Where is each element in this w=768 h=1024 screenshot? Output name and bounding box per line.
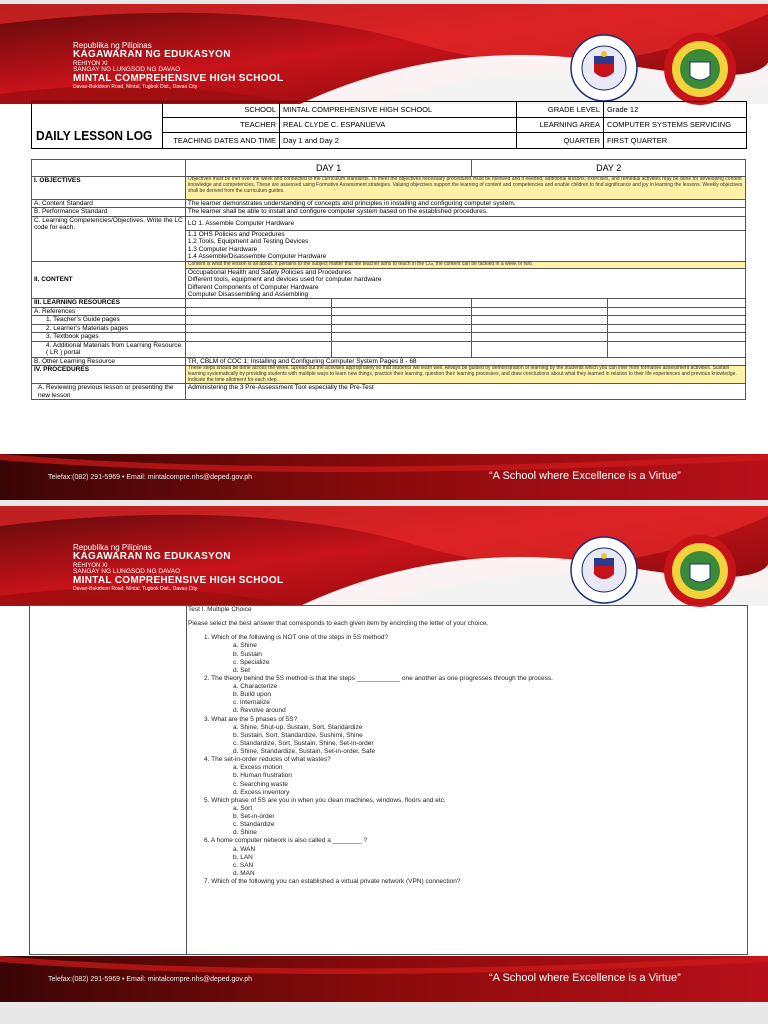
- question: 7. Which of the following you can established a virtual private network (VPN) connection?: [204, 878, 461, 885]
- region-text: REHIYON XI: [73, 562, 108, 569]
- pre-test: [188, 606, 728, 886]
- content-label: II. CONTENT: [32, 261, 186, 299]
- republic-text: Republika ng Pilipinas: [73, 41, 152, 50]
- quarter-value: FIRST QUARTER: [604, 133, 747, 149]
- choice: b. Sustain, Sort, Standardize, Sushimi, Shine: [233, 731, 363, 739]
- review-label: A. Reviewing previous lesson or presenting the new lesson: [32, 384, 186, 400]
- republic-text: Republika ng Pilipinas: [73, 543, 152, 552]
- question: 2. The theory behind the 5S method is that the steps ____________ one another as one progresses through the process.: [204, 674, 553, 682]
- content-item: Computer Disassembling and Assembling: [187, 290, 309, 298]
- procedures-label: IV. PROCEDURES: [32, 366, 186, 384]
- references-label: A. References: [32, 307, 186, 315]
- competency-items: [185, 230, 745, 261]
- choice: c. Standardize, Sort, Sustain, Shine, Set-in-order: [233, 739, 374, 747]
- dates-value: Day 1 and Day 2: [280, 133, 517, 149]
- choice: b. Human frustration: [233, 772, 292, 780]
- teacher-value: REAL CLYDE C. ESPANUEVA: [280, 117, 517, 133]
- school-seal-icon: [663, 32, 737, 106]
- choice: d. Shine, Standardize, Sustain, Set-in-order, Safe: [233, 748, 376, 755]
- quarter-label: QUARTER: [517, 133, 604, 149]
- learning-area-value: COMPUTER SYSTEMS SERVICING: [604, 117, 747, 133]
- question: 4. The set-in-order reduces of what wastes?: [204, 756, 331, 764]
- choice: c. SAN: [233, 861, 254, 869]
- competency-item: 1.3 Computer Hardware: [187, 245, 258, 253]
- choice: a. Characterize: [233, 683, 278, 690]
- footer-contact: Telefax:(082) 291-5969 • Email: mintalcompre.nhs@deped.gov.ph: [48, 474, 252, 481]
- footer-contact: Telefax:(082) 291-5969 • Email: mintalcompre.nhs@deped.gov.ph: [48, 976, 252, 983]
- choice: a. Shine: [233, 642, 257, 650]
- other-resource-value: TR, CBLM of COC 1: Installing and Configuring Computer System Pages 8 - 68: [185, 357, 745, 365]
- question: 3. What are the 5 phases of 5S?: [204, 715, 298, 723]
- choice: d. Set: [233, 666, 250, 674]
- choice: c. Internalize: [233, 699, 270, 707]
- performance-standard-value: The learner shall be able to install and configure computer system based on the established procedures.: [185, 208, 745, 216]
- teacher-label: TEACHER: [163, 117, 280, 133]
- choice: d. Shine: [233, 829, 257, 837]
- review-value: Administering the 3 Pre-Assessment Tool especially the Pre-Test: [185, 384, 745, 400]
- learners-materials-label: 2. Learner’s Materials pages: [32, 324, 186, 332]
- school-label: SCHOOL: [163, 102, 280, 118]
- left-label-column: [30, 606, 187, 954]
- day2-header: DAY 2: [472, 160, 746, 177]
- objectives-label: I. OBJECTIVES: [32, 177, 186, 200]
- choice: b. Set-in-order: [233, 813, 275, 820]
- footer-motto: “A School where Excellence is a Virtue”: [489, 470, 681, 482]
- deped-seal-icon: [570, 34, 638, 102]
- footer-motto: “A School where Excellence is a Virtue”: [489, 972, 681, 984]
- content-item: Different Components of Computer Hardware: [187, 283, 319, 291]
- content-standard-value: The learner demonstrates understanding of concepts and principles in installing and configuring computer system.: [185, 200, 745, 208]
- question: 6. A home computer network is also called a ________ ?: [204, 837, 367, 845]
- dates-label: TEACHING DATES AND TIME: [163, 133, 280, 149]
- school-value: MINTAL COMPREHENSIVE HIGH SCHOOL: [280, 102, 517, 118]
- competencies-label: C. Learning Competencies/Objectives. Write the LC code for each.: [32, 216, 186, 261]
- grade-value: Grade 12: [604, 102, 747, 118]
- content-item: Different tools, equipment and devices used for computer hardware: [187, 276, 382, 284]
- address-text: Davao-Bukidnon Road, Mintal, Tugbok Dist., Davao City: [73, 585, 198, 592]
- resources-label: III. LEARNING RESOURCES: [32, 299, 186, 307]
- lesson-plan-table: [31, 159, 746, 400]
- header-text: [73, 544, 283, 592]
- question: 5. Which phase of 5S are you in when you clean machines, windows, floors and etc.: [204, 796, 446, 804]
- other-resource-label: B. Other Learning Resource: [32, 357, 186, 365]
- objectives-note: Objectives must be met over the week and connected to the curriculum standards. To meet the objectives necessary procedures must be followed and if needed, additional lessons, exercises, and remedial activities may be done for developing content knowledge and competencies. These are assessed using Formative Assessment strategies. Valuing objectives support the learning of content and competencies and enable children to find significance and joy in learning the lessons. Weekly objectives shall be derived from the curriculum guides.: [185, 177, 745, 200]
- division-text: SANGAY NG LUNGSOD NG DAVAO: [73, 568, 181, 576]
- school-seal-icon: [663, 534, 737, 608]
- choice: c. Standardize: [233, 821, 275, 829]
- choice: a. Sort: [233, 804, 253, 812]
- procedures-note: These steps should be done across the week. Spread out the activities appropriately so that students will learn well. Always be guided by demonstration of learning by the students which you can infer from formative assessment activities. Sustain learning systematically by providing students with multiple ways to learn new things, practice their learning, question their learning processes, and draw conclusions about what they learned in relation to their life experiences and previous knowledge. Indicate the time allotment for each step.: [185, 366, 745, 384]
- competency-item: 1.1 OHS Policies and Procedures: [187, 230, 285, 238]
- competency-item: 1.2 Tools, Equipment and Testing Devices: [187, 238, 309, 246]
- additional-materials-label: 4. Additional Materials from Learning Resource ( LR ) portal: [32, 341, 186, 357]
- page-1: [0, 4, 768, 500]
- header-text: [73, 42, 283, 90]
- content-note: Content is what the lesson is all about. It pertains to the subject matter that the teacher aims to teach in the CG, the content can be tackled in a week or two.: [185, 261, 745, 268]
- choice: a. WAN: [233, 845, 256, 853]
- question: 1. Which of the following is NOT one of the steps in 5S method?: [204, 634, 389, 642]
- choice: c. Specialize: [233, 658, 270, 666]
- division-text: SANGAY NG LUNGSOD NG DAVAO: [73, 66, 181, 74]
- grade-label: GRADE LEVEL: [517, 102, 604, 118]
- textbook-label: 3. Textbook pages: [32, 333, 186, 341]
- learning-area-label: LEARNING AREA: [517, 117, 604, 133]
- deped-seal-icon: [570, 536, 638, 604]
- school-name-text: MINTAL COMPREHENSIVE HIGH SCHOOL: [73, 575, 284, 586]
- content-items: [185, 268, 745, 299]
- address-text: Davao-Bukidnon Road, Mintal, Tugbok Dist., Davao City: [73, 83, 198, 90]
- choice: d. Excess inventory: [233, 788, 290, 796]
- day1-header: DAY 1: [185, 160, 472, 177]
- choice: a. Shine, Shut-up, Sustain, Sort, Standardize: [233, 723, 363, 731]
- competency-lo: LO 1. Assemble Computer Hardware: [185, 216, 745, 230]
- page-2: [0, 506, 768, 1002]
- daily-lesson-log-title: DAILY LESSON LOG: [36, 128, 153, 143]
- teachers-guide-label: 1. Teacher’s Guide pages: [32, 316, 186, 324]
- choice: a. Excess motion: [233, 764, 283, 772]
- choice: d. MAN: [233, 869, 255, 877]
- content-standard-label: A. Content Standard: [32, 200, 186, 208]
- choice: c. Searching waste: [233, 780, 288, 788]
- test-instruction: Please select the best answer that corresponds to each given item by encircling the letter of your choice.: [188, 620, 489, 628]
- choice: d. Revolve around: [233, 707, 286, 715]
- school-name-text: MINTAL COMPREHENSIVE HIGH SCHOOL: [73, 73, 284, 84]
- region-text: REHIYON XI: [73, 60, 108, 67]
- test-title: Test I. Multiple Choice: [188, 606, 252, 613]
- choice: b. LAN: [233, 853, 253, 861]
- department-text: KAGAWARAN NG EDUKASYON: [73, 551, 231, 563]
- competency-item: 1.4 Assemble/Disassemble Computer Hardware: [187, 253, 327, 261]
- content-item: Occupational Health and Safety Policies and Procedures: [187, 268, 352, 276]
- department-text: KAGAWARAN NG EDUKASYON: [73, 49, 231, 61]
- choice: b. Sustain: [233, 650, 262, 658]
- choice: b. Build upon: [233, 691, 271, 699]
- performance-standard-label: B. Performance Standard: [32, 208, 186, 216]
